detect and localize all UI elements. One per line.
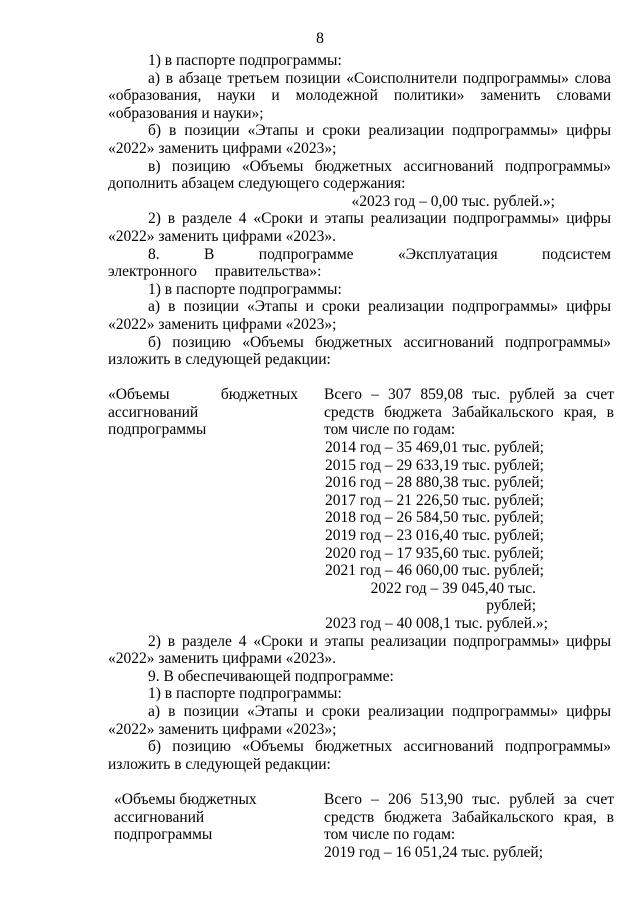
table-label: подпрограммы: [114, 826, 213, 844]
year-row: 2016 год – 28 880,38 тыс. рублей;: [324, 474, 544, 492]
paragraph: 9. В обеспечивающей подпрограмме:: [148, 667, 394, 685]
document-body: [108, 52, 614, 861]
paragraph: 2) в разделе 4 «Сроки и этапы реализации подпрограммы» цифры «2022» заменить цифрами «2023».: [108, 210, 611, 245]
paragraph: б) позицию «Объемы бюджетных ассигнований подпрограммы» изложить в следующей редакции:: [108, 333, 611, 369]
year-row: 2018 год – 26 584,50 тыс. рублей;: [324, 509, 544, 527]
year-row: 2019 год – 23 016,40 тыс. рублей;: [324, 527, 544, 545]
table-label: подпрограммы: [108, 421, 207, 439]
table-label-cell: [108, 791, 298, 861]
paragraph: 1) в паспорте подпрограммы:: [148, 685, 342, 703]
table-label: бюджетных: [220, 386, 298, 404]
paragraph: б) в позиции «Этапы и сроки реализации подпрограммы» цифры «2022» заменить цифрами «2023»;: [108, 122, 611, 157]
paragraph: б) позицию «Объемы бюджетных ассигнований подпрограммы» изложить в следующей редакции:: [108, 738, 611, 773]
paragraph: а) в абзаце третьем позиции «Соисполнители подпрограммы» слова «образования, науки и молодежной политики» заменить словами «образования и науки»;: [108, 69, 611, 122]
table-label: «Объемы: [108, 386, 170, 404]
paragraph: «2023 год – 0,00 тыс. рублей.»;: [351, 192, 555, 210]
paragraph: а) в позиции «Этапы и сроки реализации подпрограммы» цифры «2022» заменить цифрами «2023»;: [108, 298, 611, 333]
table-total: Всего – 307 859,08 тыс. рублей за счет средств бюджета Забайкальского края, в том числе по годам:: [324, 386, 614, 439]
year-row: 2014 год – 35 469,01 тыс. рублей;: [324, 439, 544, 457]
paragraph: а) в позиции «Этапы и сроки реализации подпрограммы» цифры «2022» заменить цифрами «2023»;: [108, 702, 611, 738]
year-row: 2019 год – 16 051,24 тыс. рублей;: [324, 843, 544, 861]
paragraph: в) позицию «Объемы бюджетных ассигнований подпрограммы» дополнить абзацем следующего содержания:: [108, 157, 611, 193]
table-label: «Объемы бюджетных: [114, 790, 257, 808]
budget-table-2: [108, 790, 614, 861]
year-row: 2021 год – 46 060,00 тыс. рублей;: [324, 562, 544, 580]
table-label-cell: [108, 386, 298, 632]
year-row: 2015 год – 29 633,19 тыс. рублей;: [324, 456, 544, 474]
page-number: 8: [316, 30, 324, 47]
paragraph: 1) в паспорте подпрограммы:: [148, 52, 342, 69]
table-label: ассигнований: [108, 403, 199, 421]
table-value-cell: [324, 791, 614, 861]
table-label: ассигнований: [114, 808, 205, 826]
budget-table-1: [108, 386, 614, 632]
year-row: 2017 год – 21 226,50 тыс. рублей;: [324, 491, 544, 509]
paragraph: 1) в паспорте подпрограммы:: [148, 280, 342, 298]
year-row: 2023 год – 40 008,1 тыс. рублей.»;: [325, 615, 548, 632]
table-value-cell: [324, 386, 614, 632]
paragraph: 8. В подпрограмме «Эксплуатация подсистем электронного правительства»:: [108, 245, 611, 281]
year-row: 2020 год – 17 935,60 тыс. рублей;: [324, 544, 544, 562]
paragraph: 2) в разделе 4 «Сроки и этапы реализации подпрограммы» цифры «2022» заменить цифрами «2023».: [108, 632, 611, 668]
table-total: Всего – 206 513,90 тыс. рублей за счет средств бюджета Забайкальского края, в том числе по годам:: [324, 790, 614, 844]
year-row: 2022 год – 39 045,40 тыс. рублей;: [370, 579, 536, 615]
